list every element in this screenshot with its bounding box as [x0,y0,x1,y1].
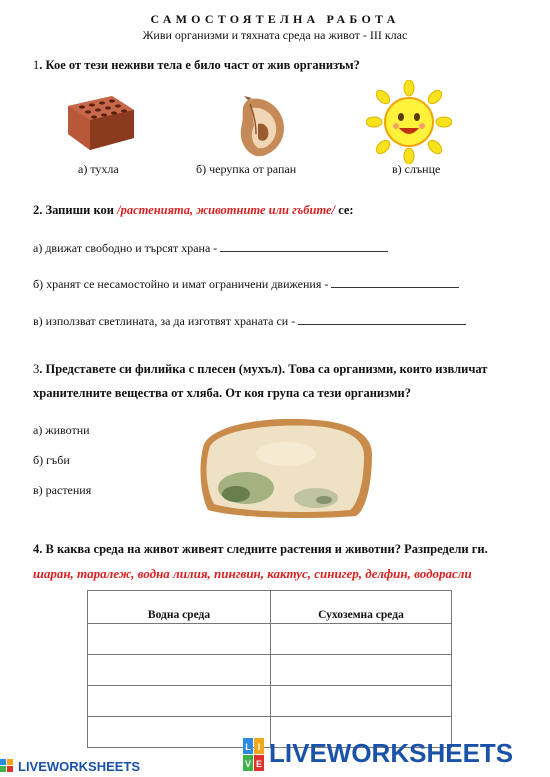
table-cell[interactable] [271,655,452,686]
answer-line-a[interactable] [220,240,388,252]
land-habitat-header: Сухоземна среда [271,591,452,624]
water-habitat-header: Водна среда [88,591,271,624]
table-cell[interactable] [88,624,271,655]
answer-line-b[interactable] [331,276,459,288]
q3-option-b: б) гъби [33,453,70,467]
question-1: 1. Кое от тези неживи тела е било част от жив организъм? [33,58,360,72]
footer-brand-right: LIVEWORKSHEETS [269,738,514,768]
question-2: 2. Запиши кои /растенията, животните или гъбите/ се: [33,203,354,217]
answer-line-c[interactable] [298,313,466,325]
worksheet-title: САМОСТОЯТЕЛНА РАБОТА [150,12,400,26]
liveworksheets-icon [0,759,14,773]
habitat-table [87,590,452,748]
option-shell-label: б) черупка от рапан [196,162,297,176]
table-cell[interactable] [271,686,452,717]
q4-word-list: шаран, таралеж, водна лилия, пингвин, кактус, синигер, делфин, водорасли [33,566,472,581]
question-3-line-1: 3. Представете си филийка с плесен (мухъл). Това са организми, които извличат [33,362,488,376]
table-cell[interactable] [271,624,452,655]
q3-option-a: а) животни [33,423,90,437]
table-row [88,655,452,686]
badge-letter-e: E [255,759,263,769]
option-brick-label: а) тухла [78,162,119,176]
sun-image [366,80,452,164]
footer-logo-left [0,757,140,775]
worksheet-subtitle: Живи организми и тяхната среда на живот - III клас [142,28,408,42]
footer-brand-left: LIVEWORKSHEETS [18,758,141,774]
table-cell[interactable] [88,655,271,686]
question-3-line-2: хранителните вещества от хляба. От коя група са тези организми? [33,386,411,400]
q2-item-c: в) използват светлината, за да изготвят храната си - [33,313,466,329]
q3-option-c: в) растения [33,483,92,497]
q2-item-a: а) движат свободно и търсят храна - [33,240,388,256]
table-cell[interactable] [88,686,271,717]
table-row [88,686,452,717]
badge-letter-v: V [244,759,252,769]
question-4: 4. В каква среда на живот живеят следните растения и животни? Разпредели ги. [33,542,488,556]
moldy-bread-image [196,414,376,522]
footer-logo-right [243,738,513,772]
badge-letter-l: L [245,742,251,752]
shell-image [234,94,290,160]
table-header-row [88,591,452,624]
badge-letter-i: I [257,742,261,752]
brick-image [64,92,136,154]
live-badge-icon [243,738,265,772]
q2-item-b: б) хранят се несамостойно и имат ограничени движения - [33,276,459,292]
table-row [88,624,452,655]
option-sun-label: в) слънце [392,162,441,176]
